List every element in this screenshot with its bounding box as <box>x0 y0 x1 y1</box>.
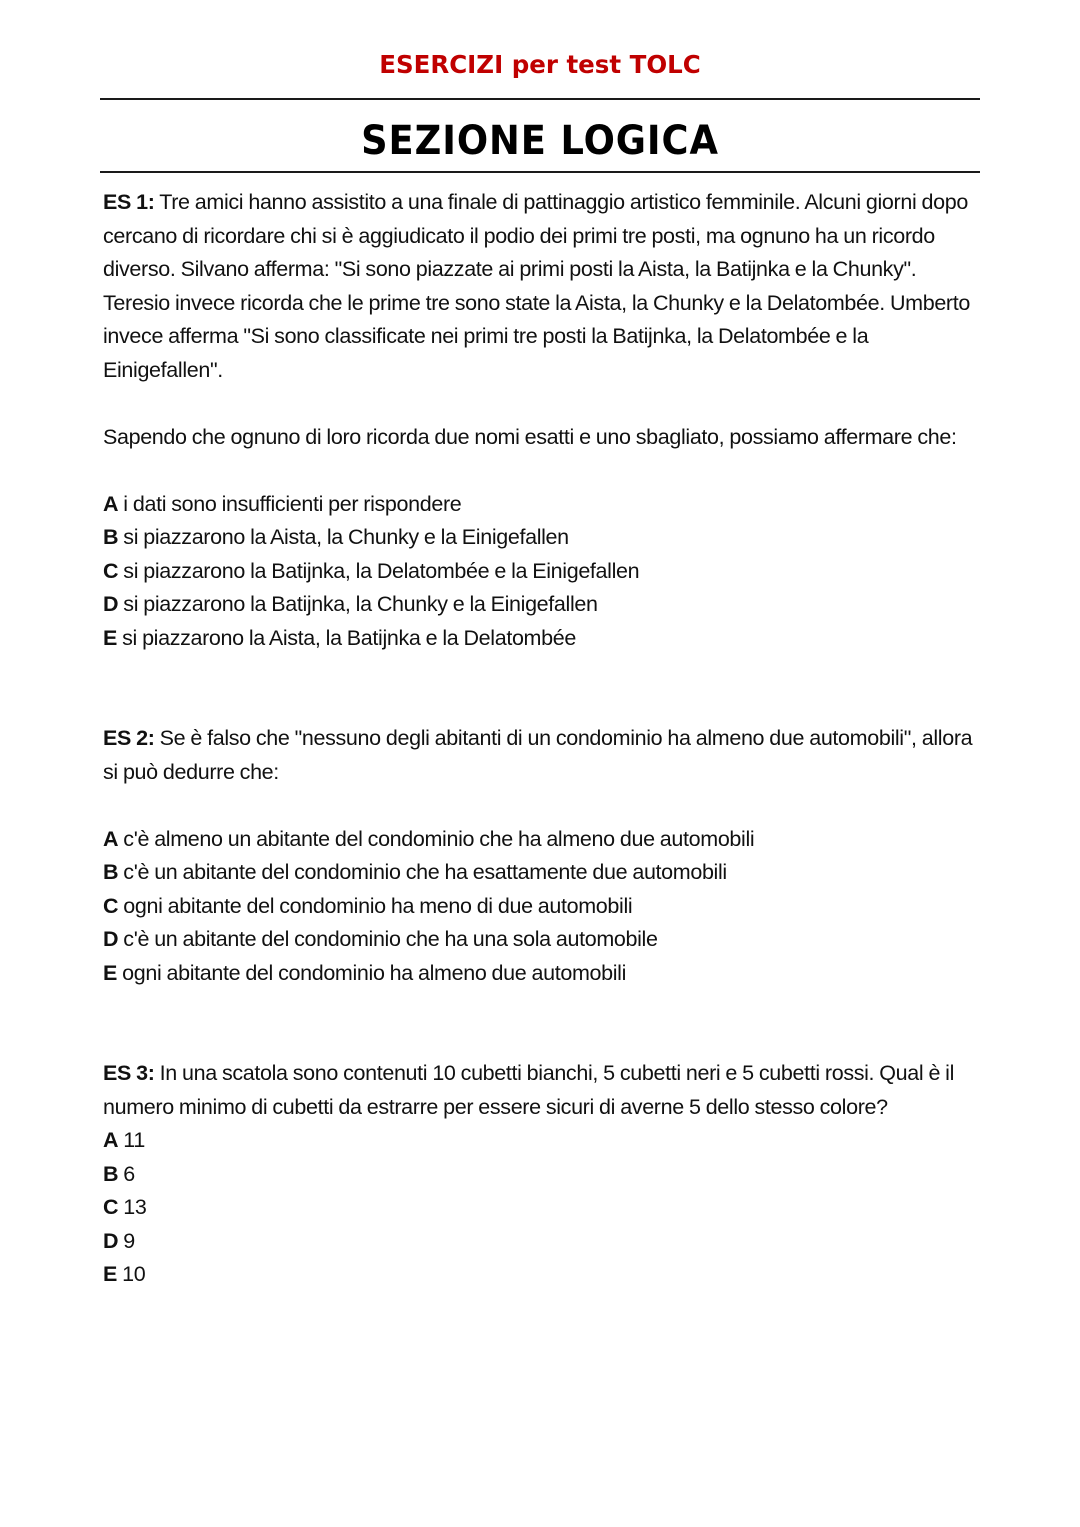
section-title: SEZIONE LOGICA <box>361 118 719 164</box>
option-letter: E <box>103 625 117 650</box>
option-text: si piazzarono la Aista, la Chunky e la Einigefallen <box>118 525 569 549</box>
option-text: ogni abitante del condominio ha almeno due automobili <box>117 960 626 985</box>
exercise-2-option-c <box>103 890 973 924</box>
exercise-3-label: ES 3: <box>103 1061 155 1085</box>
exercise-1-option-a <box>103 488 973 522</box>
exercise-2 <box>103 722 973 990</box>
exercise-3-text: In una scatola sono contenuti 10 cubetti bianchi, 5 cubetti neri e 5 cubetti rossi. Qual è il numero minimo di cubetti da estrarre per essere sicuri di averne 5 dello stesso colore? <box>103 1061 955 1119</box>
exercise-3-option-d <box>103 1225 973 1259</box>
option-letter: C <box>103 558 119 583</box>
exercise-1-option-d <box>103 588 973 622</box>
option-text: c'è un abitante del condominio che ha una sola automobile <box>118 927 658 951</box>
option-letter: A <box>103 826 119 851</box>
option-letter: D <box>103 927 119 951</box>
exercise-1-label: ES 1: <box>103 190 155 214</box>
exercise-2-text: Se è falso che "nessuno degli abitanti di un condominio ha almeno due automobili", allora si può dedurre che: <box>103 726 973 784</box>
option-letter: B <box>103 860 119 884</box>
option-letter: E <box>103 1262 117 1286</box>
option-text: si piazzarono la Batijnka, la Delatombée e la Einigefallen <box>118 558 640 583</box>
exercise-3-option-b <box>103 1158 973 1192</box>
option-text: 6 <box>118 1161 135 1186</box>
option-text: si piazzarono la Batijnka, la Chunky e la Einigefallen <box>118 592 598 616</box>
header-divider-top <box>100 98 980 100</box>
option-text: 9 <box>118 1228 135 1253</box>
exercise-2-label: ES 2: <box>103 726 155 750</box>
option-text: c'è un abitante del condominio che ha esattamente due automobili <box>118 860 727 884</box>
option-text: 13 <box>118 1195 147 1219</box>
option-text: 11 <box>118 1128 145 1152</box>
document-header-title: ESERCIZI per test TOLC <box>379 50 701 79</box>
option-text: 10 <box>117 1262 146 1286</box>
exercise-2-option-d <box>103 923 973 957</box>
option-letter: B <box>103 1161 119 1186</box>
option-letter: D <box>103 592 119 616</box>
exercise-2-option-a <box>103 823 973 857</box>
exercise-3-option-e <box>103 1258 973 1292</box>
exercise-3-option-c <box>103 1191 973 1225</box>
option-text: ogni abitante del condominio ha meno di due automobili <box>118 893 633 918</box>
option-letter: C <box>103 893 119 918</box>
option-text: i dati sono insufficienti per rispondere <box>118 491 462 516</box>
exercise-2-option-b <box>103 856 973 890</box>
option-letter: C <box>103 1195 119 1219</box>
exercise-3-option-a <box>103 1124 973 1158</box>
exercise-1-question: Sapendo che ognuno di loro ricorda due nomi esatti e uno sbagliato, possiamo affermare che: <box>103 424 957 449</box>
option-letter: B <box>103 525 119 549</box>
option-letter: A <box>103 1128 119 1152</box>
exercise-1 <box>103 186 973 655</box>
exercise-1-statement <box>103 186 973 387</box>
exercise-1-option-b <box>103 521 973 555</box>
exercise-3 <box>103 1057 973 1292</box>
exercise-3-statement <box>103 1057 973 1124</box>
exercise-1-option-c <box>103 555 973 589</box>
option-text: c'è almeno un abitante del condominio che ha almeno due automobili <box>118 826 755 851</box>
exercises-content <box>103 186 973 1292</box>
exercise-1-option-e <box>103 622 973 656</box>
exercise-2-statement <box>103 722 973 789</box>
option-letter: A <box>103 491 119 516</box>
header-divider-bottom <box>100 171 980 173</box>
exercise-2-option-e <box>103 957 973 991</box>
exercise-1-text: Tre amici hanno assistito a una finale di pattinaggio artistico femminile. Alcuni giorni dopo cercano di ricordare chi si è aggiudicato il podio dei primi tre posti, ma ognuno ha un ricordo diverso. Silvano afferma: "Si sono piazzate ai primi posti la Aista, la Batijnka e la Chunky". Teresio invece ricorda che le prime tre sono state la Aista, la Chunky e la Delatombée. Umberto invece afferma "Si sono classificate nei primi tre posti la Batijnka, la Delatombée e la Einigefallen". <box>103 190 970 382</box>
option-letter: D <box>103 1228 119 1253</box>
option-text: si piazzarono la Aista, la Batijnka e la Delatombée <box>117 625 576 650</box>
option-letter: E <box>103 960 117 985</box>
